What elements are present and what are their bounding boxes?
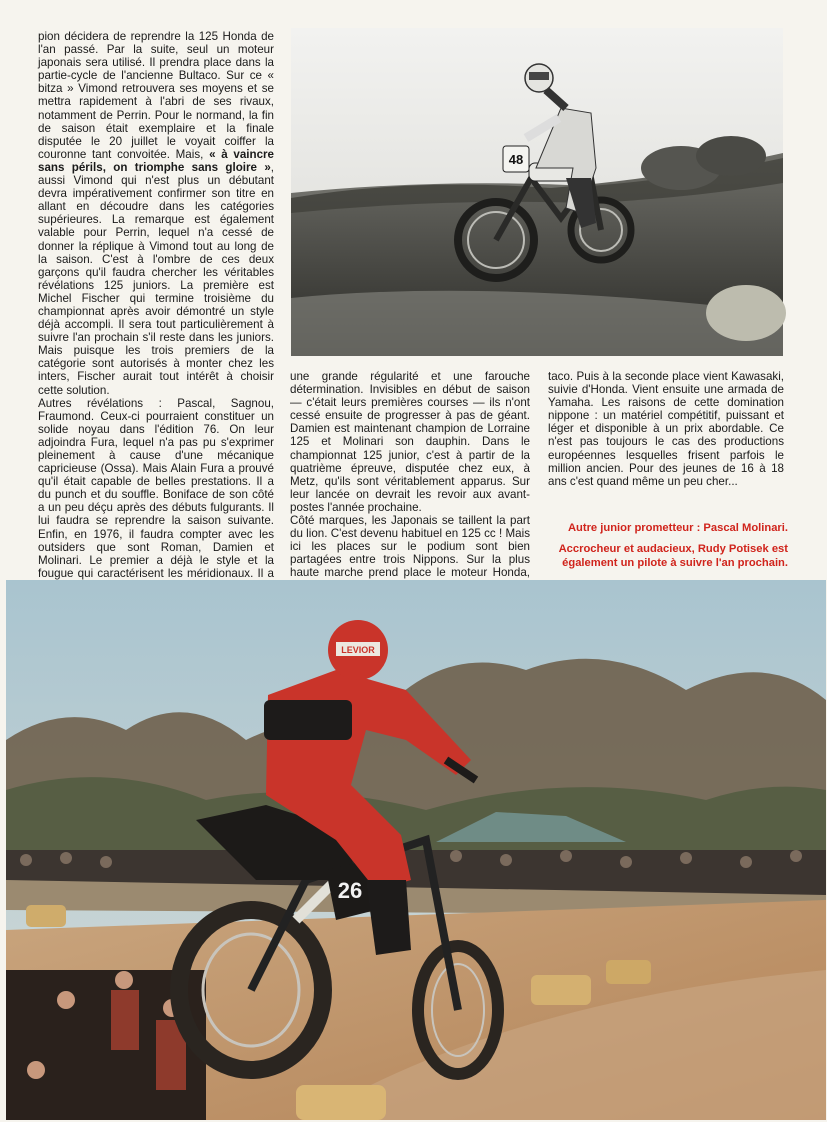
article-text: pion décidera de reprendre la 125 Honda de l'an passé. Par la suite, seul un moteur japonais sera utilisé. Il prendra place dans la partie-cycle de l'ancienne Bultaco. Sur ce « bitza » Vimond retrouvera ses moyens et se mettra rapidement à l'abri de ses rivaux, notamment de Perrin. Pour le normand, la fin de saison était exemplaire et la finale disputée le 20 juillet le voyait coiffer la couronne tant convoitée. Mais, xyxy=(38,30,274,161)
article-quote: « à vaincre sans périls, on triomphe sans gloire » xyxy=(38,147,274,174)
photo-bottom-illustration xyxy=(6,580,826,1120)
photo-caption-1: Autre junior prometteur : Pascal Molinari. xyxy=(567,522,788,534)
photo-motocross-jump-top xyxy=(291,28,783,356)
bike-number-bottom: 26 xyxy=(337,878,363,903)
bike-number-top: 48 xyxy=(508,152,524,167)
article-column-left xyxy=(38,30,274,578)
article-paragraph: une grande régularité et une farouche détermination. Invisibles en début de saison — c'était leurs premières courses — ils n'ont cessé ensuite de progresser à pas de géant. Damien est maintenant champion de Lorraine 125 et Molinari son dauphin. Dans le championnat 125 junior, c'est à partir de la quatrième épreuve, disputée chez eux, à Metz, qu'ils sont véritablement apparus. Sur leur lancée on devrait les revoir aux avant-postes l'année prochaine. xyxy=(290,370,530,514)
article-column-right xyxy=(548,370,784,490)
photo-top-illustration xyxy=(291,28,783,356)
article-text: , aussi Vimond qui n'est plus un débutant devra impérativement confirmer son titre en allant en découdre dans les catégories supérieures. La remarque est également valable pour Perrin, lequel n'a cessé de donner la réplique à Vimond tout au long de la saison. C'est à l'ombre de ces deux garçons qu'il faudra chercher les véritables révélations 125 juniors. La première est Michel Fischer qui termine troisième du championnat après avoir démontré un style déjà accompli. Il sera tout particulièrement à suivre l'an prochain s'il reste dans les juniors. Mais puisque les trois premiers de la catégorie sont autorisés à monter chez les inters, Fischer aurait tout intérêt à choisir cette solution. xyxy=(38,160,274,397)
article-paragraph xyxy=(38,30,274,397)
article-paragraph: Autres révélations : Pascal, Sagnou, Fraumond. Ceux-ci pourraient constituer un solide noyau dans l'édition 76. On leur adjoindra Fura, lequel n'a pas pu s'exprimer pleinement à cause d'une mécanique capricieuse (Ossa). Mais Alain Fura a prouvé qu'il était capable de belles prestations. Il a du punch et du souffle. Boniface de son côté a un peu déçu après des débuts fulgurants. Il lui faudra se reprendre la saison suivante. Enfin, en 1976, il faudra compter avec les outsiders que sont Roman, Damien et Molinari. Le premier a déjà le style et la fougue qui caractérisent les méridionaux. Il a xyxy=(38,396,274,580)
helmet-logo: LEVIOR xyxy=(341,645,375,655)
article-paragraph: Côté marques, les Japonais se taillent la part du lion. C'est devenu habituel en 125 cc ! Mais ici les places sur le podium sont bien partagées entre trois Nippons. Sur la plus haute marche prend place le moteur Honda, xyxy=(290,514,530,580)
article-paragraph: taco. Puis à la seconde place vient Kawasaki, suivie d'Honda. Vient ensuite une armada de Yamaha. Les raisons de cette domination nippone : un matériel compétitif, puissant et léger et disponible à un prix abordable. Ce n'est pas toujours le cas des productions européennes lesquelles frisent parfois le million ancien. Pour des jeunes de 16 à 18 ans c'est quand même un peu cher... xyxy=(548,370,784,488)
photo-motocross-jump-bottom xyxy=(6,580,826,1120)
photo-caption-2: Accrocheur et audacieux, Rudy Potisek est également un pilote à suivre l'an prochain. xyxy=(558,543,788,569)
article-column-middle xyxy=(290,370,530,578)
